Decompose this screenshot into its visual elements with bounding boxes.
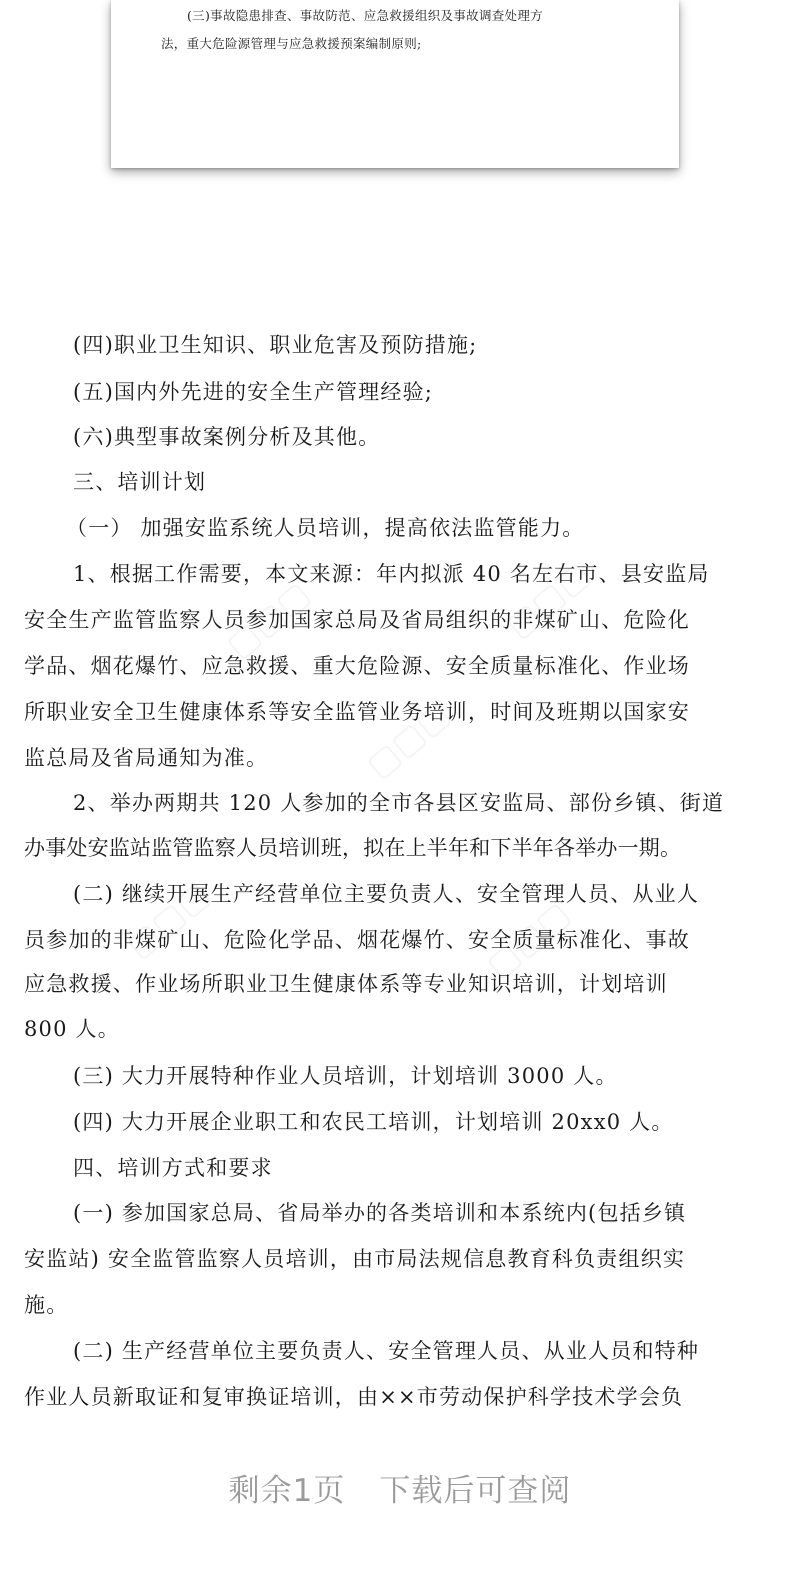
text-line: (六)典型事故案例分析及其他。 <box>73 425 381 449</box>
text-line: (四) 大力开展企业职工和农民工培训，计划培训 20xx0 人。 <box>73 1110 674 1134</box>
text-line: 施。 <box>24 1293 69 1317</box>
text-line: 监总局及省局通知为准。 <box>24 746 269 770</box>
text-line: 1、根据工作需要，本文来源：年内拟派 40 名左右市、县安监局 <box>73 562 710 586</box>
remaining-pages-label: 剩余1页 <box>228 1473 346 1509</box>
preview-line-1: (三)事故隐患排查、事故防范、应急救援组织及事故调查处理方 <box>187 8 543 23</box>
section-heading: 四、培训方式和要求 <box>73 1156 273 1180</box>
text-line: (二) 继续开展生产经营单位主要负责人、安全管理人员、从业人 <box>73 882 700 906</box>
text-line: (四)职业卫生知识、职业危害及预防措施; <box>73 333 478 357</box>
text-line: 安全生产监管监察人员参加国家总局及省局组织的非煤矿山、危险化 <box>24 608 690 632</box>
text-line: (五)国内外先进的安全生产管理经验; <box>73 380 434 404</box>
preview-line-2: 法，重大危险源管理与应急救援预案编制原则; <box>161 36 422 51</box>
text-line: 所职业安全卫生健康体系等安全监管业务培训，时间及班期以国家安 <box>24 700 690 724</box>
download-prompt[interactable] <box>0 1465 800 1510</box>
text-line: 安监站) 安全监管监察人员培训，由市局法规信息教育科负责组织实 <box>24 1247 686 1271</box>
text-line: 办事处安监站监管监察人员培训班，拟在上半年和下半年各举办一期。 <box>24 836 682 860</box>
text-line: 员参加的非煤矿山、危险化学品、烟花爆竹、安全质量标准化、事故 <box>24 928 690 952</box>
text-line: 应急救援、作业场所职业卫生健康体系等专业知识培训，计划培训 <box>24 972 668 996</box>
subsection-heading: （一） 加强安监系统人员培训，提高依法监管能力。 <box>66 516 585 540</box>
text-line: 2、举办两期共 120 人参加的全市各县区安监局、部份乡镇、街道 <box>73 791 725 815</box>
text-line: (三) 大力开展特种作业人员培训，计划培训 3000 人。 <box>73 1064 618 1088</box>
text-line: 800 人。 <box>24 1017 120 1041</box>
text-line: 学品、烟花爆竹、应急救援、重大危险源、安全质量标准化、作业场 <box>24 654 690 678</box>
text-line: 作业人员新取证和复审换证培训，由××市劳动保护科学技术学会负 <box>24 1385 684 1409</box>
download-to-view-label: 下载后可查阅 <box>379 1473 572 1509</box>
text-line: (二) 生产经营单位主要负责人、安全管理人员、从业人员和特种 <box>73 1339 700 1363</box>
preview-page-card <box>111 0 679 168</box>
text-line: (一) 参加国家总局、省局举办的各类培训和本系统内(包括乡镇 <box>73 1201 687 1225</box>
section-heading: 三、培训计划 <box>73 470 207 494</box>
